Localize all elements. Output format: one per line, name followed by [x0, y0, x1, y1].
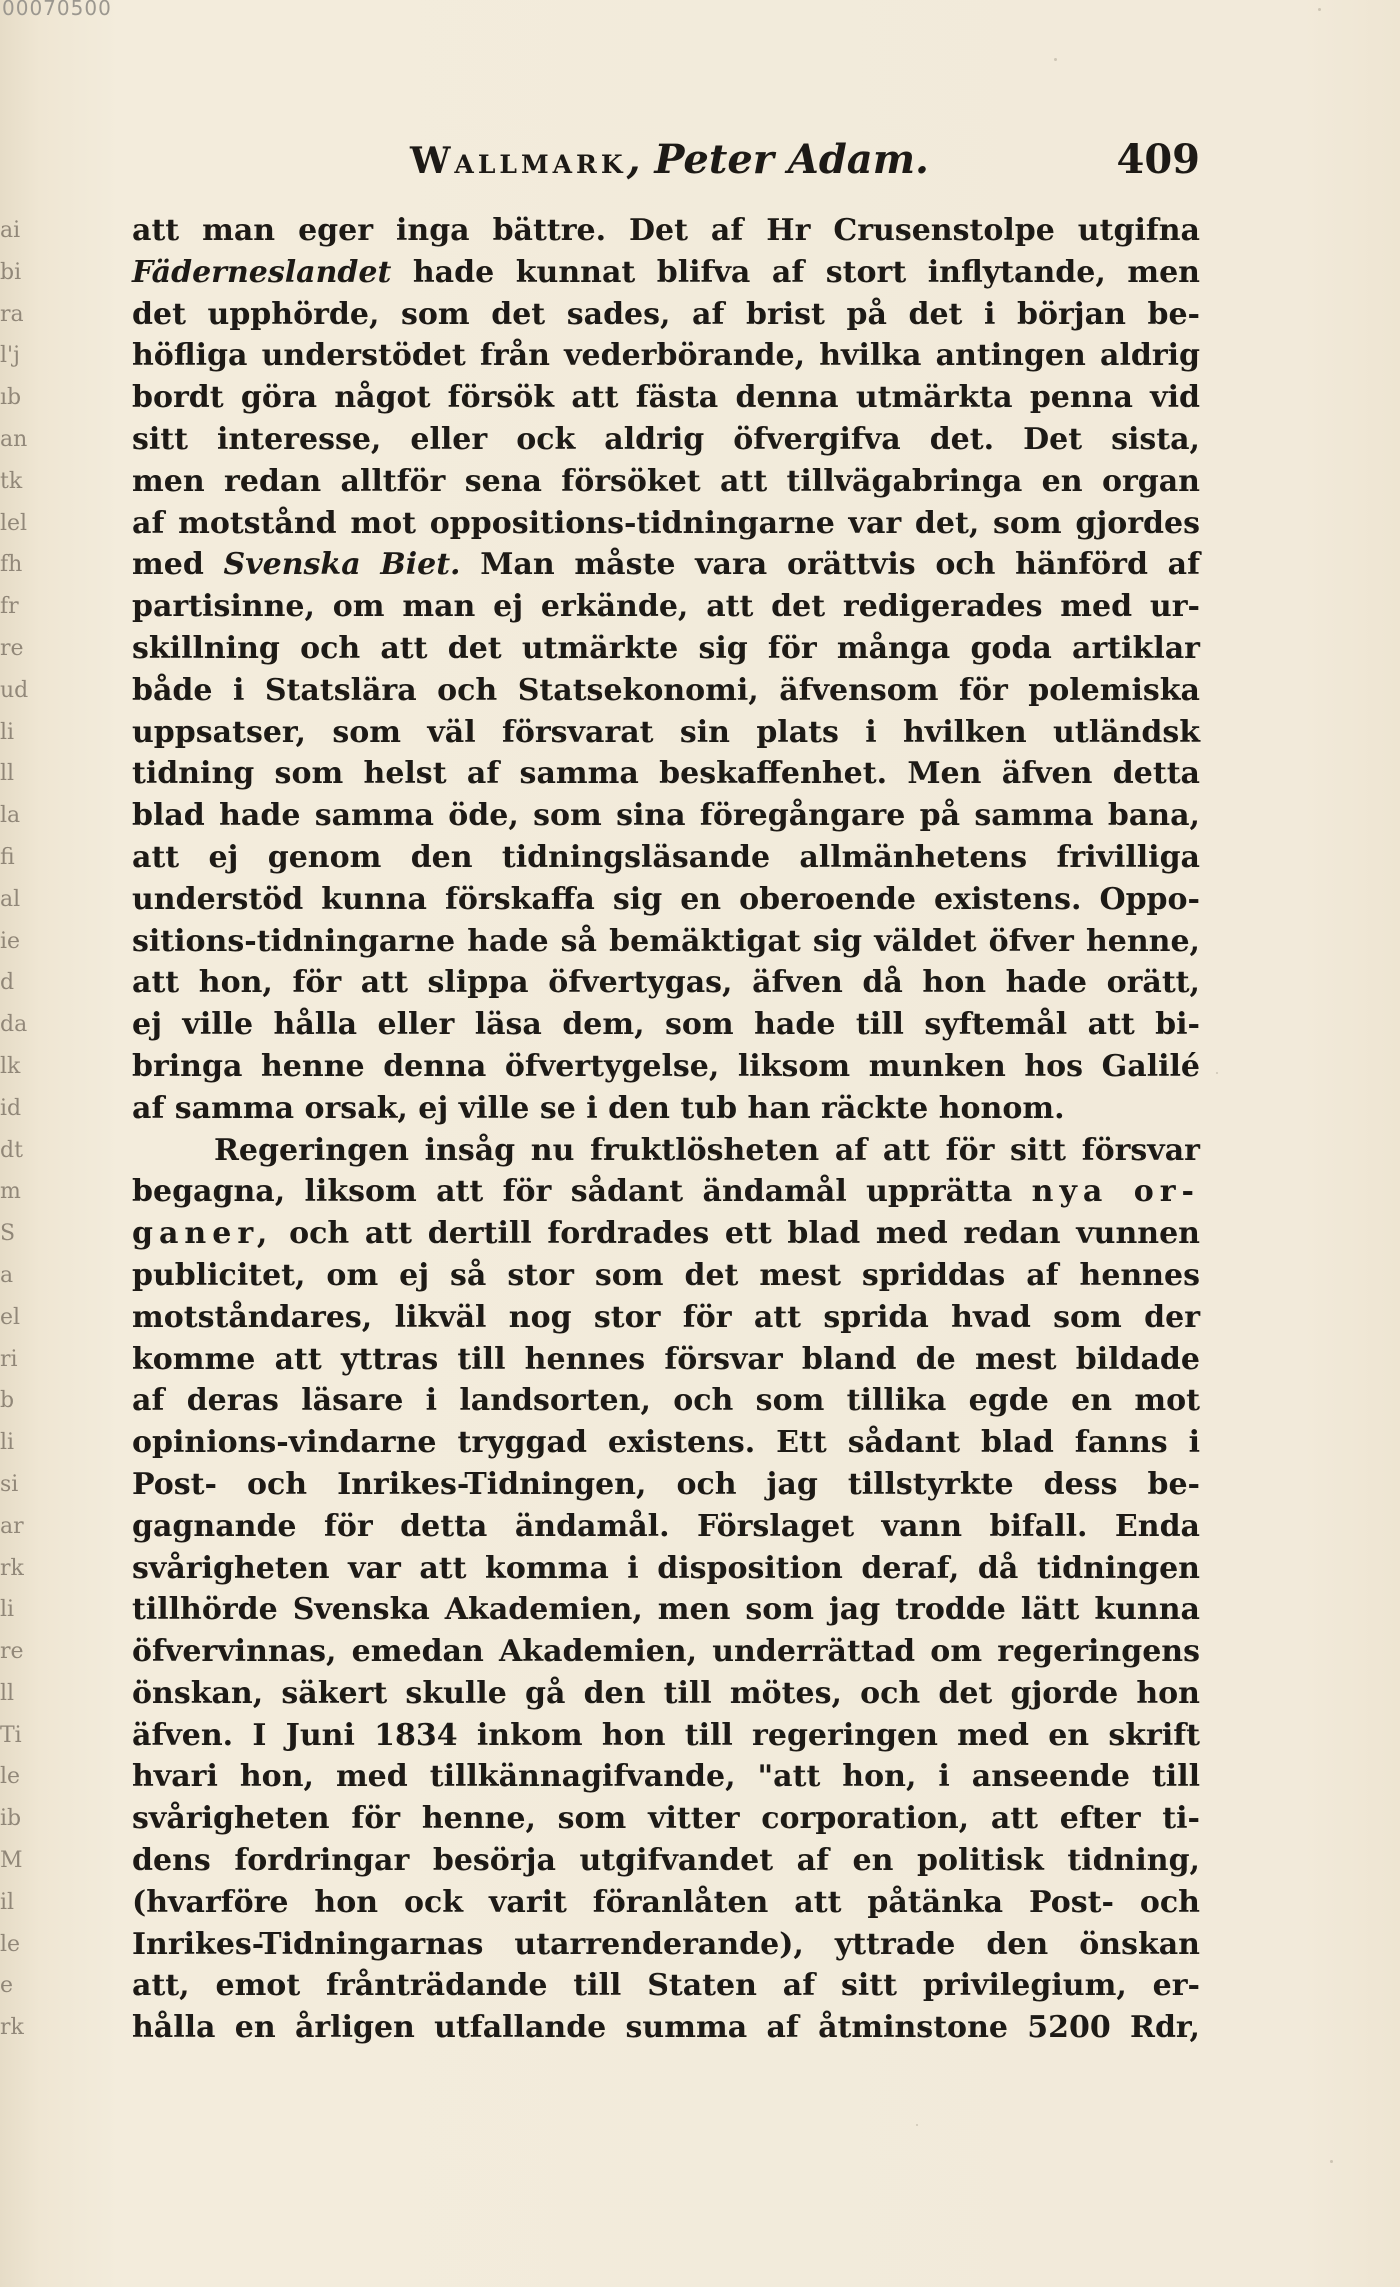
text-line: partisinne, om man ej erkände, att det redigerades med ur-	[132, 589, 1200, 625]
bleed-fragment: e	[0, 1973, 14, 1999]
spaced-text: nya or-	[1031, 1174, 1200, 1210]
bleed-fragment: ll	[0, 1680, 15, 1706]
header-author	[410, 136, 929, 183]
bleed-fragment: id	[0, 1095, 22, 1121]
text-line: men redan alltför sena försöket att tillvägabringa en organ	[132, 463, 1200, 499]
text-line: att, emot frånträdande till Staten af sitt privilegium, er-	[132, 1968, 1200, 2004]
text-line: af motstånd mot oppositions-tidningarne var det, som gjordes	[132, 505, 1200, 541]
page-number: 409	[1116, 136, 1200, 183]
bleed-fragment: S	[0, 1221, 16, 1247]
bleed-fragment: l'j	[0, 343, 20, 369]
text-line: ej ville hålla eller läsa dem, som hade till syftemål att bi-	[132, 1007, 1200, 1043]
bleed-fragment: Ti	[0, 1722, 22, 1748]
bleed-fragment: il	[0, 1889, 15, 1915]
text-line: publicitet, om ej så stor som det mest spriddas af hennes	[132, 1257, 1200, 1293]
bleed-fragment: el	[0, 1304, 21, 1330]
italic-title: Fäderneslandet	[132, 254, 392, 290]
bleed-fragment: si	[0, 1471, 19, 1497]
bleed-fragment: ud	[0, 677, 29, 703]
text-line: tillhörde Svenska Akademien, men som jag trodde lätt kunna	[132, 1592, 1200, 1628]
paper-speck	[1330, 2160, 1333, 2163]
header-author-given: , Peter Adam.	[626, 136, 929, 183]
bleed-fragment: li	[0, 1430, 15, 1456]
text-span: Man måste vara orättvis och hänförd af	[460, 547, 1200, 583]
text-span: med	[132, 547, 224, 583]
text-line: understöd kunna förskaffa sig en oberoende existens. Oppo-	[132, 881, 1200, 917]
text-line: komme att yttras till hennes försvar bland de mest bildade	[132, 1341, 1200, 1377]
text-span: och att dertill fordrades ett blad med redan vunnen	[273, 1216, 1200, 1252]
bleed-fragment: lk	[0, 1053, 21, 1079]
text-line: öfvervinnas, emedan Akademien, underrättad om regeringens	[132, 1634, 1200, 1670]
bleed-fragment: bi	[0, 259, 22, 285]
italic-title: Svenska Biet.	[223, 547, 461, 583]
bleed-fragment: le	[0, 1764, 21, 1790]
bleed-fragment: tk	[0, 468, 23, 494]
text-line: af deras läsare i landsorten, och som tillika egde en mot	[132, 1383, 1200, 1419]
bleed-fragment: re	[0, 1639, 24, 1665]
text-line: att man eger inga bättre. Det af Hr Crusenstolpe utgifna	[132, 213, 1200, 248]
header-author-surname: Wallmark	[410, 140, 627, 182]
bleed-fragment: M	[0, 1848, 23, 1874]
text-line: hvari hon, med tillkännagifvande, "att hon, i anseende till	[132, 1759, 1200, 1795]
text-line: gagnande för detta ändamål. Förslaget vann bifall. Enda	[132, 1508, 1200, 1544]
bleed-fragment: ai	[0, 218, 21, 243]
paper-speck	[1216, 1072, 1218, 1074]
text-line	[132, 252, 1200, 294]
text-line: tidning som helst af samma beskaffenhet. Men äfven detta	[132, 756, 1200, 792]
bleed-fragment: fr	[0, 594, 19, 620]
text-line	[132, 544, 1200, 586]
bleed-fragment: lel	[0, 510, 28, 536]
running-header	[132, 128, 1200, 188]
bleed-fragment: li	[0, 719, 15, 745]
text-line: sitions-tidningarne hade så bemäktigat sig väldet öfver henne,	[132, 923, 1200, 959]
paper-speck	[916, 2124, 918, 2126]
text-line: önskan, säkert skulle gå den till mötes, och det gjorde hon	[132, 1675, 1200, 1711]
bleed-fragment: b	[0, 1388, 15, 1414]
spaced-text: ganer,	[132, 1216, 274, 1252]
bleed-fragment: ıb	[0, 385, 22, 411]
text-line: att hon, för att slippa öfvertygas, äfven då hon hade orätt,	[132, 965, 1200, 1001]
text-line: det upphörde, som det sades, af brist på det i början be-	[132, 296, 1200, 332]
bleed-fragment: ll	[0, 761, 15, 787]
facing-page-bleed	[0, 210, 29, 2049]
bleed-fragment: la	[0, 803, 21, 829]
text-line: Post- och Inrikes-Tidningen, och jag tillstyrkte dess be-	[132, 1466, 1200, 1502]
text-span: hade kunnat blifva af stort inflytande, men	[391, 254, 1200, 290]
text-line: dens fordringar besörja utgifvandet af en politisk tidning,	[132, 1843, 1200, 1879]
text-line: Regeringen insåg nu fruktlösheten af att för sitt försvar	[214, 1132, 1200, 1168]
bleed-fragment: re	[0, 635, 24, 661]
text-line: blad hade samma öde, som sina föregångare på samma bana,	[132, 798, 1200, 834]
text-line: svårigheten var att komma i disposition deraf, då tidningen	[132, 1550, 1200, 1586]
text-line: Inrikes-Tidningarnas utarrenderande), yttrade den önskan	[132, 1926, 1200, 1962]
bleed-fragment: ra	[0, 301, 24, 327]
text-line: (hvarföre hon ock varit föranlåten att påtänka Post- och	[132, 1884, 1200, 1920]
paper-speck	[1054, 58, 1057, 61]
text-line: hålla en årligen utfallande summa af åtminstone 5200 Rdr,	[132, 2010, 1200, 2046]
bleed-fragment: rk	[0, 1555, 24, 1581]
text-line: uppsatser, som väl försvarat sin plats i hvilken utländsk	[132, 714, 1200, 750]
bleed-fragment: ie	[0, 928, 21, 954]
text-span: begagna, liksom att för sådant ändamål upprätta	[132, 1174, 1032, 1210]
text-line: skillning och att det utmärkte sig för många goda artiklar	[132, 630, 1200, 666]
text-line: bordt göra något försök att fästa denna utmärkta penna vid	[132, 380, 1200, 416]
bleed-fragment: m	[0, 1179, 21, 1205]
bleed-fragment: ri	[0, 1346, 18, 1372]
bleed-fragment: li	[0, 1597, 15, 1623]
bleed-fragment: fi	[0, 844, 15, 870]
bleed-fragment: le	[0, 1931, 21, 1957]
text-line: både i Statslära och Statsekonomi, äfvensom för polemiska	[132, 672, 1200, 708]
bleed-fragment: an	[0, 426, 28, 452]
text-line: af samma orsak, ej ville se i den tub han räckte honom.	[132, 1090, 1065, 1126]
text-line	[132, 1213, 1200, 1255]
text-line	[132, 1171, 1200, 1213]
bleed-fragment: da	[0, 1012, 28, 1038]
bleed-fragment: dt	[0, 1137, 23, 1163]
paper-speck	[1318, 8, 1321, 11]
bleed-fragment: al	[0, 886, 21, 912]
text-line: äfven. I Juni 1834 inkom hon till regeringen med en skrift	[132, 1717, 1200, 1753]
bleed-fragment: ib	[0, 1806, 22, 1832]
text-line: bringa henne denna öfvertygelse, liksom munken hos Galilé	[132, 1048, 1200, 1084]
text-line: opinions-vindarne tryggad existens. Ett sådant blad fanns i	[132, 1425, 1200, 1461]
bleed-fragment: d	[0, 970, 15, 996]
text-line: att ej genom den tidningsläsande allmänhetens frivilliga	[132, 839, 1200, 875]
text-line: svårigheten för henne, som vitter corporation, att efter ti-	[132, 1801, 1200, 1837]
scan-id-label: 00070500	[2, 0, 112, 20]
bleed-fragment: fh	[0, 552, 23, 578]
text-line: sitt interesse, eller ock aldrig öfvergifva det. Det sista,	[132, 421, 1200, 457]
bleed-fragment: a	[0, 1262, 14, 1288]
body-text	[132, 210, 1200, 2049]
text-line: motståndares, likväl nog stor för att sprida hvad som der	[132, 1299, 1200, 1335]
text-line: höfliga understödet från vederbörande, hvilka antingen aldrig	[132, 338, 1200, 374]
bleed-fragment: ar	[0, 1513, 24, 1539]
bleed-fragment: rk	[0, 2015, 24, 2041]
